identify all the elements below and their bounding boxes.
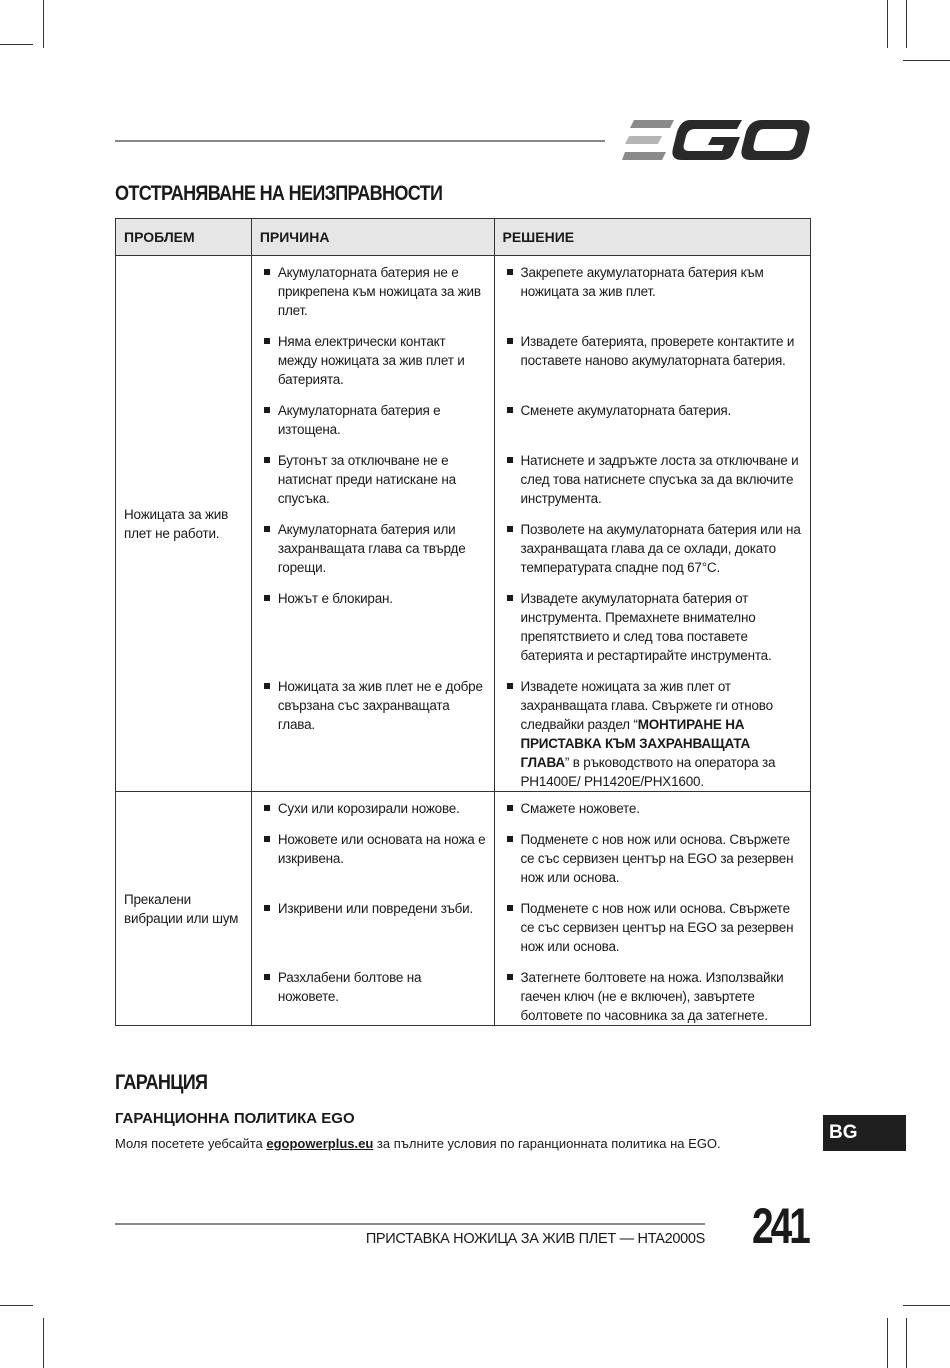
cause-item: Акумулаторната батерия не е прикрепена към ножицата за жив плет. bbox=[262, 263, 486, 320]
solution-section-reference: МОНТИРАНЕ НА ПРИСТАВКА КЪМ ЗАХРАНВАЩАТА ГЛАВА bbox=[520, 717, 751, 770]
cause-item: Ножовете или основата на ножа е изкривена. bbox=[262, 830, 486, 887]
crop-mark bbox=[0, 1305, 33, 1306]
solution-item bbox=[505, 677, 803, 791]
column-header-problem: ПРОБЛЕМ bbox=[116, 219, 252, 256]
cause-item: Сухи или корозирали ножове. bbox=[262, 799, 486, 818]
warranty-text-post: за пълните условия по гаранционната политика на EGO. bbox=[373, 1136, 721, 1151]
warranty-text bbox=[115, 1136, 721, 1151]
warranty-text-pre: Моля посетете уебсайта bbox=[115, 1136, 267, 1151]
solution-text: ” в ръководството на оператора за PH1400E/ PH1420E/PHX1600. bbox=[520, 755, 776, 789]
cause-cell bbox=[251, 256, 494, 792]
troubleshooting-title: ОТСТРАНЯВАНЕ НА НЕИЗПРАВНОСТИ bbox=[115, 182, 443, 205]
warranty-title: ГАРАНЦИЯ bbox=[115, 1071, 208, 1094]
solution-item: Смажете ножовете. bbox=[505, 799, 803, 818]
table-row bbox=[116, 256, 811, 792]
crop-mark bbox=[43, 1318, 44, 1368]
cause-item: Акумулаторната батерия е изтощена. bbox=[262, 401, 486, 439]
problem-cell bbox=[116, 256, 252, 792]
solution-cell bbox=[494, 792, 811, 1026]
cause-item: Ножицата за жив плет не е добре свързана със захранващата глава. bbox=[262, 677, 486, 791]
crop-mark bbox=[906, 0, 907, 48]
crop-mark bbox=[906, 1318, 907, 1368]
ego-logo bbox=[622, 118, 812, 162]
solution-item: Извадете акумулаторната батерия от инструмента. Премахнете внимателно препятствието и след това поставете батерията и рестартирайте инструмента. bbox=[505, 589, 803, 665]
warranty-link[interactable]: egopowerplus.eu bbox=[266, 1136, 374, 1151]
cause-item: Бутонът за отключване не е натиснат преди натискане на спусъка. bbox=[262, 451, 486, 508]
crop-mark bbox=[887, 1318, 888, 1368]
solution-item: Затегнете болтовете на ножа. Използвайки гаечен ключ (не е включен), завъртете болтовете по часовника за да затегнете. bbox=[505, 968, 803, 1025]
cause-item: Изкривени или повредени зъби. bbox=[262, 899, 486, 956]
cause-item: Разхлабени болтове на ножовете. bbox=[262, 968, 486, 1025]
cause-item: Акумулаторната батерия или захранващата глава са твърде горещи. bbox=[262, 520, 486, 577]
problem-cell bbox=[116, 792, 252, 1026]
crop-mark bbox=[903, 1305, 950, 1306]
solution-text: Извадете ножицата за жив плет от захранващата глава. Свържете ги отново следвайки раздел “ bbox=[520, 679, 773, 732]
solution-item: Натиснете и задръжте лоста за отключване и след това натиснете спусъка за да включите инструмента. bbox=[505, 451, 803, 508]
page-number: 241 bbox=[752, 1198, 808, 1254]
footer-rule bbox=[115, 1223, 705, 1225]
crop-mark bbox=[887, 0, 888, 48]
cause-cell bbox=[251, 792, 494, 1026]
solution-item: Закрепете акумулаторната батерия към ножицата за жив плет. bbox=[505, 263, 803, 320]
header-rule bbox=[115, 140, 605, 142]
table-header-row bbox=[116, 219, 811, 256]
solution-cell bbox=[494, 256, 811, 792]
crop-mark bbox=[903, 60, 950, 61]
solution-item: Сменете акумулаторната батерия. bbox=[505, 401, 803, 439]
crop-mark bbox=[0, 44, 33, 45]
cause-item: Няма електрически контакт между ножицата за жив плет и батерията. bbox=[262, 332, 486, 389]
crop-mark bbox=[43, 0, 44, 48]
troubleshooting-table bbox=[115, 218, 811, 1026]
footer-title: ПРИСТАВКА НОЖИЦА ЗА ЖИВ ПЛЕТ — HTA2000S bbox=[365, 1231, 705, 1247]
solution-item: Подменете с нов нож или основа. Свържете се със сервизен център на EGO за резервен нож или основа. bbox=[505, 830, 803, 887]
problem-text: Ножицата за жив плет не работи. bbox=[124, 506, 229, 541]
solution-item: Подменете с нов нож или основа. Свържете се със сервизен център на EGO за резервен нож или основа. bbox=[505, 899, 803, 956]
solution-item: Позволете на акумулаторната батерия или на захранващата глава да се охлади, докато температурата спадне под 67°C. bbox=[505, 520, 803, 577]
problem-text: Прекалени вибрации или шум bbox=[124, 891, 239, 926]
table-row bbox=[116, 792, 811, 1026]
column-header-solution: РЕШЕНИЕ bbox=[494, 219, 811, 256]
cause-item: Ножът е блокиран. bbox=[262, 589, 486, 665]
column-header-cause: ПРИЧИНА bbox=[251, 219, 494, 256]
warranty-subtitle: ГАРАНЦИОННА ПОЛИТИКА EGO bbox=[115, 1110, 355, 1127]
solution-item: Извадете батерията, проверете контактите и поставете наново акумулаторната батерия. bbox=[505, 332, 803, 389]
language-tab: BG bbox=[823, 1115, 906, 1151]
